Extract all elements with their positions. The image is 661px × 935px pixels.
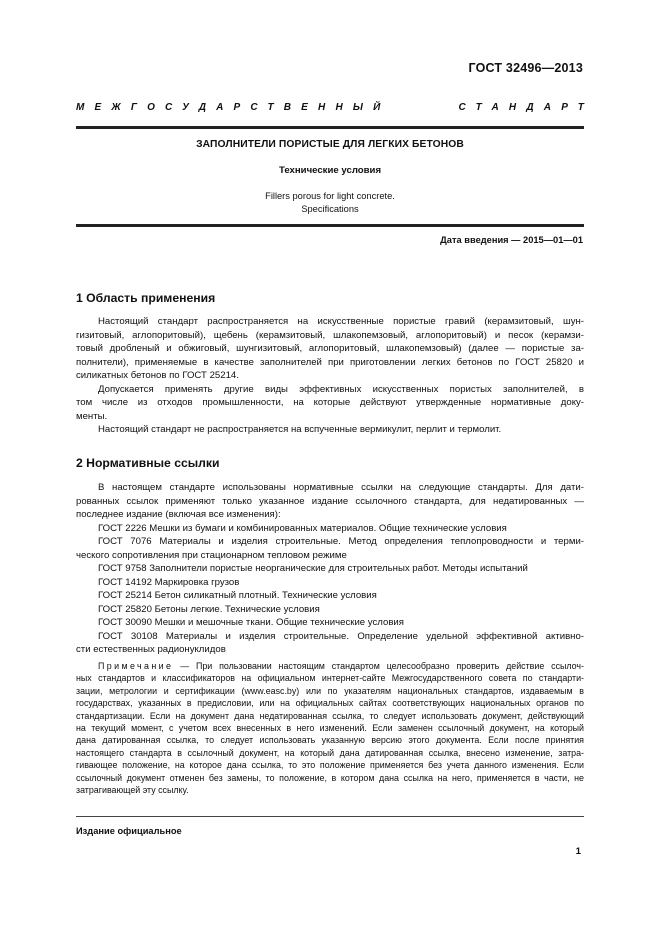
reference-gost-9758: ГОСТ 9758 Заполнители пористые неорганические для строительных работ. Методы испытаний xyxy=(98,563,528,574)
note-line: зации, метрологии и сертификации (www.easc.by) или по указателям национальных стандартов, издаваемым в xyxy=(76,685,584,696)
note-label: Примечание xyxy=(98,661,174,671)
gost-number: ГОСТ 32496—2013 xyxy=(468,61,583,75)
english-title-line1: Fillers porous for light concrete. xyxy=(265,191,395,201)
reference-gost-7076-cont: ческого сопротивления при стационарном тепловом режиме xyxy=(76,549,347,561)
standard-type-header xyxy=(76,102,594,113)
reference-gost-30090: ГОСТ 30090 Мешки и мешочные ткани. Общие технические условия xyxy=(98,617,404,628)
reference-gost-30108-cont: сти естественных радионуклидов xyxy=(76,644,226,655)
section2-line: последнее издание (включая все изменения): xyxy=(76,509,281,520)
section1-line: гизитовый, аглопоритовый), щебень (керамзитовый, шлакопемзовый, аглопоритовый) и песок (керамзи- xyxy=(76,329,584,341)
section2-body xyxy=(76,481,584,657)
title-bottom-divider xyxy=(76,224,584,227)
note-line: ссылочный документ отменен без замены, то положение, в котором дана ссылка на него, применяется в части, не xyxy=(76,772,584,783)
section2-title: 2 Нормативные ссылки xyxy=(76,456,220,470)
document-subtitle: Технические условия xyxy=(278,165,382,176)
top-divider xyxy=(76,126,584,129)
section2-line: рованных ссылок применяют только указанное издание ссылочного стандарта, для недатированных — xyxy=(76,495,584,507)
standard-type-word2: СТАНДАРТ xyxy=(458,102,594,113)
reference-gost-30108: ГОСТ 30108 Материалы и изделия строительные. Определение удельной эффективной активно- xyxy=(98,630,584,642)
note-first-line xyxy=(76,660,584,672)
section2-line: В настоящем стандарте использованы нормативные ссылки на следующие стандарты. Для дати- xyxy=(98,482,584,493)
page-number: 1 xyxy=(575,846,581,857)
english-title-line2: Specifications xyxy=(301,203,359,214)
note-line: ных стандартов и классификаторов на официальном интернет-сайте Межгосударственного совета по стандарти- xyxy=(76,673,584,684)
reference-gost-14192: ГОСТ 14192 Маркировка грузов xyxy=(98,576,240,588)
standard-type-word1: МЕЖГОСУДАРСТВЕННЫЙ xyxy=(76,102,391,113)
note-first-line-text: — При пользовании настоящим стандартом целесообразно проверить действие ссылоч- xyxy=(173,661,584,671)
reference-gost-25820: ГОСТ 25820 Бетоны легкие. Технические условия xyxy=(98,603,320,615)
reference-gost-2226: ГОСТ 2226 Мешки из бумаги и комбинированных материалов. Общие технические условия xyxy=(98,522,507,534)
section1-line: товый дробленый и обжиговый, шунгизитовый, аглопоритовый, шлакопемзовый) (далее — пористые за- xyxy=(76,343,584,354)
note-line: на текущий момент, с учетом всех внесенных в него изменений. Если заменен ссылочный документ, на который xyxy=(76,723,584,734)
english-title xyxy=(76,190,584,215)
official-edition-label: Издание официальное xyxy=(76,826,182,836)
section1-line: Настоящий стандарт не распространяется на вспученные вермикулит, перлит и термолит. xyxy=(98,424,502,435)
note-line: затрагивающей эту ссылку. xyxy=(76,785,189,796)
reference-gost-7076: ГОСТ 7076 Материалы и изделия строительные. Метод определения теплопроводности и терми- xyxy=(98,536,584,547)
note-line: гивающее положение, на которое дана ссылка, то это положение применяется без учета данного изменения. Если xyxy=(76,760,584,771)
section1-body xyxy=(76,315,584,437)
section1-line: полнители), применяемые в качестве заполнителей при приготовлении легких бетонов по ГОСТ 25820 и xyxy=(76,356,584,368)
section1-line: менты. xyxy=(76,410,108,422)
reference-gost-25214: ГОСТ 25214 Бетон силикатный плотный. Технические условия xyxy=(98,590,377,601)
section1-title: 1 Область применения xyxy=(76,291,216,305)
note-line: настоящего стандарта в ссылочный документ, на который дана датированная ссылка, внесено изменение, затра- xyxy=(76,747,584,758)
section1-line: силикатных бетонов по ГОСТ 25214. xyxy=(76,370,239,381)
note-line: стандартизации. Если на документ дана недатированная ссылка, то следует использовать документ, действующий xyxy=(76,710,584,721)
note-block xyxy=(76,660,584,796)
section1-line: Настоящий стандарт распространяется на искусственные пористые гравий (керамзитовый, шун- xyxy=(98,316,584,327)
note-line: государствах, указанных в предисловии, или на официальных сайтах соответствующих национальных органов по xyxy=(76,698,584,709)
document-title: ЗАПОЛНИТЕЛИ ПОРИСТЫЕ ДЛЯ ЛЕГКИХ БЕТОНОВ xyxy=(196,139,464,150)
section1-line: том числе из отходов промышленности, на которые действуют утвержденные нормативные доку- xyxy=(76,397,584,408)
section1-line: Допускается применять другие виды эффективных искусственных пористых заполнителей, в xyxy=(98,383,584,395)
footer-divider xyxy=(76,816,584,817)
introduction-date: Дата введения — 2015—01—01 xyxy=(440,235,583,245)
note-line: дана датированная ссылка, то следует использовать указанную версию этого документа. Если после принятия xyxy=(76,735,584,746)
